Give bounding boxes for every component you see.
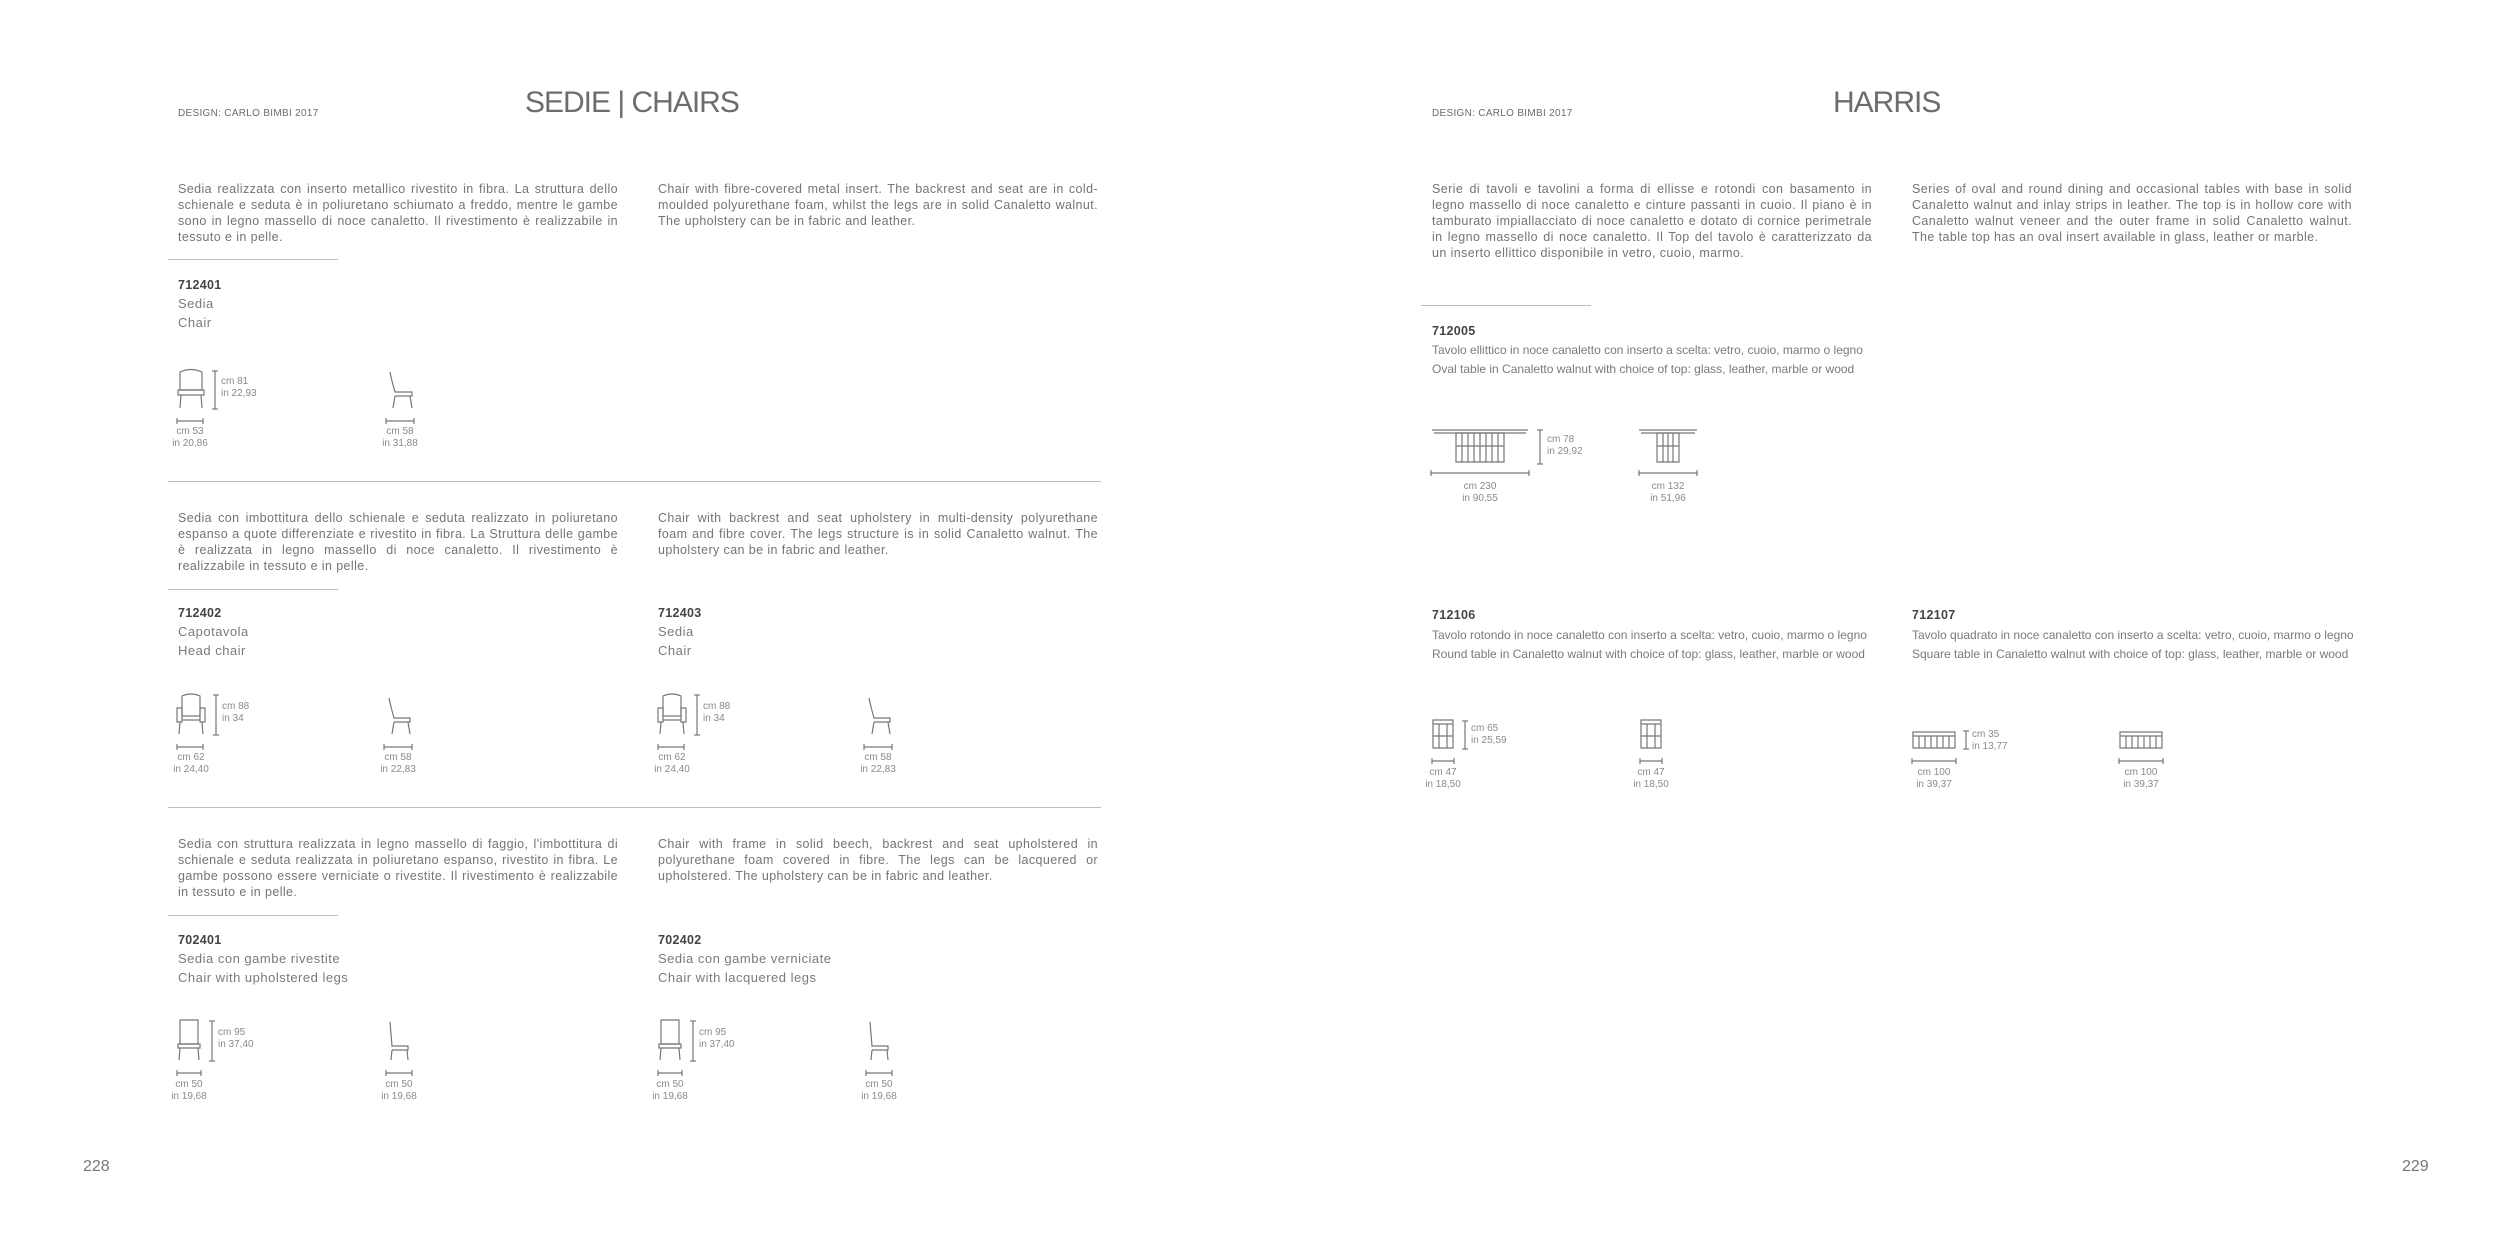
- width-dimension-line: [176, 744, 204, 750]
- chair-side-view-drawing: [386, 370, 416, 410]
- armchair-side-view-drawing: [384, 696, 414, 736]
- width-cm: cm 47: [1429, 767, 1457, 778]
- product-name-it: Tavolo ellittico in noce canaletto con inserto a scelta: vetro, cuoio, marmo o legno: [1432, 343, 1863, 357]
- depth-dimension-line: [865, 1070, 893, 1076]
- height-in: in 29,92: [1547, 446, 1583, 457]
- depth-dimension-line: [1639, 758, 1663, 764]
- depth-dimension-line: [385, 418, 415, 424]
- width-dimension-line: [657, 1070, 683, 1076]
- page-title: HARRIS: [1833, 86, 1941, 119]
- product-code: 712107: [1912, 608, 1956, 622]
- description-en: Series of oval and round dining and occasional tables with base in solid Canaletto walnut and inlay strips in leather. The top is in hollow core with Canaletto walnut veneer and the outer frame in solid Canaletto walnut. The table top has an oval insert available in glass, leather or marble.: [1912, 182, 2352, 244]
- width-in: in 19,68: [652, 1091, 688, 1102]
- depth-cm: cm 58: [386, 426, 414, 437]
- width-in: in 24,40: [654, 764, 690, 775]
- width-dimension-line: [657, 744, 685, 750]
- section-divider: [168, 807, 1101, 808]
- section-divider: [168, 481, 1101, 482]
- depth-dimension-line: [1638, 470, 1698, 476]
- description-it: Sedia con imbottitura dello schienale e seduta realizzato in poliuretano espanso a quote differenziate e rivestito in fibra. La Struttura delle gambe è realizzata in legno massello di noce canaletto. Il rivestimento è realizzabile in tessuto e in pelle.: [178, 511, 618, 573]
- height-in: in 22,93: [221, 388, 257, 399]
- depth-dimension-line: [863, 744, 893, 750]
- depth-in: in 39,37: [2123, 779, 2159, 790]
- page-number: 228: [83, 1158, 110, 1175]
- depth-dimension-line: [2118, 758, 2164, 764]
- page-title: SEDIE | CHAIRS: [525, 86, 739, 119]
- height-dimension-line: [1462, 720, 1468, 750]
- height-cm: cm 65: [1471, 723, 1499, 734]
- width-in: in 24,40: [173, 764, 209, 775]
- height-dimension-line: [694, 694, 700, 736]
- height-in: in 37,40: [699, 1039, 735, 1050]
- width-dimension-line: [1911, 758, 1957, 764]
- depth-cm: cm 58: [864, 752, 892, 763]
- depth-in: in 18,50: [1633, 779, 1669, 790]
- width-cm: cm 100: [1917, 767, 1951, 778]
- description-it: Serie di tavoli e tavolini a forma di ellisse e rotondi con basamento in legno massello di noce canaletto e cinture passanti in cuoio. Il piano è in tamburato impiallacciato di noce canaletto e dotato di cornice perimetrale in legno massello di noce canaletto. Il Top del tavolo è caratterizzato da un inserto ellittico disponibile in vetro, cuoio, marmo.: [1432, 182, 1872, 260]
- description-en: Chair with backrest and seat upholstery in multi-density polyurethane foam and fibre cover. The legs structure is in solid Canaletto walnut. The upholstery can be in fabric and leather.: [658, 511, 1098, 557]
- divider: [168, 589, 338, 590]
- height-cm: cm 88: [703, 701, 731, 712]
- product-name-en: Chair: [658, 643, 692, 658]
- height-cm: cm 95: [699, 1027, 727, 1038]
- product-code: 712005: [1432, 324, 1476, 338]
- product-code: 712403: [658, 606, 702, 620]
- product-code: 702401: [178, 933, 222, 947]
- height-dimension-line: [213, 694, 219, 736]
- height-dimension-line: [212, 370, 218, 410]
- height-cm: cm 95: [218, 1027, 246, 1038]
- width-in: in 20,86: [172, 438, 208, 449]
- depth-in: in 19,68: [861, 1091, 897, 1102]
- product-name-en: Chair with upholstered legs: [178, 970, 349, 985]
- height-cm: cm 81: [221, 376, 249, 387]
- product-name-en: Square table in Canaletto walnut with choice of top: glass, leather, marble or wood: [1912, 647, 2349, 661]
- depth-cm: cm 100: [2124, 767, 2158, 778]
- height-dimension-line: [690, 1020, 696, 1062]
- depth-dimension-line: [385, 1070, 413, 1076]
- product-name-it: Sedia: [658, 624, 694, 639]
- product-code: 712402: [178, 606, 222, 620]
- chair-front-view-drawing: [176, 368, 206, 410]
- product-name-en: Chair with lacquered legs: [658, 970, 817, 985]
- depth-cm: cm 50: [865, 1079, 893, 1090]
- height-in: in 34: [703, 713, 725, 724]
- width-cm: cm 230: [1463, 481, 1497, 492]
- product-name-en: Chair: [178, 315, 212, 330]
- description-it: Sedia realizzata con inserto metallico rivestito in fibra. La struttura dello schienale e seduta è in poliuretano schiumato a freddo, mentre le gambe sono in legno massello di noce canaletto. Il rivestimento è realizzabile in tessuto e in pelle.: [178, 182, 618, 244]
- description-en: Chair with frame in solid beech, backrest and seat upholstered in polyurethane foam covered in fibre. The legs can be lacquered or upholstered. The upholstery can be in fabric and leather.: [658, 837, 1098, 883]
- width-in: in 90,55: [1462, 493, 1498, 504]
- depth-dimension-line: [383, 744, 413, 750]
- chair-side-view-drawing: [864, 696, 894, 736]
- height-in: in 34: [222, 713, 244, 724]
- page-number: 229: [2402, 1158, 2429, 1175]
- height-dimension-line: [209, 1020, 215, 1062]
- width-cm: cm 53: [176, 426, 204, 437]
- chair-front-view-drawing: [657, 1018, 683, 1062]
- depth-in: in 19,68: [381, 1091, 417, 1102]
- width-cm: cm 50: [175, 1079, 203, 1090]
- depth-in: in 22,83: [380, 764, 416, 775]
- height-cm: cm 78: [1547, 434, 1575, 445]
- width-cm: cm 62: [658, 752, 686, 763]
- depth-in: in 22,83: [860, 764, 896, 775]
- product-name-en: Oval table in Canaletto walnut with choice of top: glass, leather, marble or wood: [1432, 362, 1855, 376]
- description-en: Chair with fibre-covered metal insert. The backrest and seat are in cold-moulded polyurethane foam, whilst the legs are in solid Canaletto walnut. The upholstery can be in fabric and leather.: [658, 182, 1098, 228]
- divider: [168, 915, 338, 916]
- width-dimension-line: [176, 1070, 202, 1076]
- height-dimension-line: [1963, 730, 1969, 750]
- product-name-it: Sedia: [178, 296, 214, 311]
- chair-side-view-drawing: [386, 1020, 412, 1062]
- design-credit: DESIGN: CARLO BIMBI 2017: [178, 108, 319, 119]
- design-credit: DESIGN: CARLO BIMBI 2017: [1432, 108, 1573, 119]
- chair-front-view-drawing: [176, 1018, 202, 1062]
- product-name-it: Sedia con gambe rivestite: [178, 951, 341, 966]
- product-name-en: Round table in Canaletto walnut with choice of top: glass, leather, marble or wood: [1432, 647, 1865, 661]
- width-in: in 18,50: [1425, 779, 1461, 790]
- depth-cm: cm 47: [1637, 767, 1665, 778]
- width-cm: cm 50: [656, 1079, 684, 1090]
- depth-cm: cm 50: [385, 1079, 413, 1090]
- height-cm: cm 35: [1972, 729, 2000, 740]
- square-table-side-view-drawing: [2118, 730, 2164, 750]
- depth-in: in 51,96: [1650, 493, 1686, 504]
- product-name-it: Sedia con gambe verniciate: [658, 951, 832, 966]
- round-table-front-view-drawing: [1431, 718, 1455, 750]
- width-in: in 39,37: [1916, 779, 1952, 790]
- width-in: in 19,68: [171, 1091, 207, 1102]
- width-dimension-line: [1431, 758, 1455, 764]
- product-name-it: Capotavola: [178, 624, 249, 639]
- product-code: 702402: [658, 933, 702, 947]
- oval-table-side-view-drawing: [1637, 428, 1699, 464]
- height-in: in 13,77: [1972, 741, 2008, 752]
- product-code: 712401: [178, 278, 222, 292]
- armchair-front-view-drawing: [657, 694, 687, 736]
- product-code: 712106: [1432, 608, 1476, 622]
- depth-cm: cm 132: [1651, 481, 1685, 492]
- product-name-it: Tavolo quadrato in noce canaletto con inserto a scelta: vetro, cuoio, marmo o legno: [1912, 628, 2354, 642]
- divider: [168, 259, 338, 260]
- product-name-en: Head chair: [178, 643, 246, 658]
- height-cm: cm 88: [222, 701, 250, 712]
- depth-cm: cm 58: [384, 752, 412, 763]
- height-in: in 25,59: [1471, 735, 1507, 746]
- divider: [1421, 305, 1591, 306]
- product-name-it: Tavolo rotondo in noce canaletto con inserto a scelta: vetro, cuoio, marmo o legno: [1432, 628, 1867, 642]
- square-table-front-view-drawing: [1911, 730, 1957, 750]
- chair-side-view-drawing: [866, 1020, 892, 1062]
- width-cm: cm 62: [177, 752, 205, 763]
- width-dimension-line: [176, 418, 204, 424]
- armchair-front-view-drawing: [176, 694, 206, 736]
- width-dimension-line: [1430, 470, 1530, 476]
- description-it: Sedia con struttura realizzata in legno massello di faggio, l'imbottitura di schienale e seduta realizzata in poliuretano espanso, rivestito in fibra. Le gambe possono essere verniciate o rivestite. Il rivestimento è realizzabile in tessuto e in pelle.: [178, 837, 618, 899]
- depth-in: in 31,88: [382, 438, 418, 449]
- height-dimension-line: [1537, 429, 1543, 465]
- height-in: in 37,40: [218, 1039, 254, 1050]
- round-table-side-view-drawing: [1639, 718, 1663, 750]
- oval-table-front-view-drawing: [1430, 428, 1530, 464]
